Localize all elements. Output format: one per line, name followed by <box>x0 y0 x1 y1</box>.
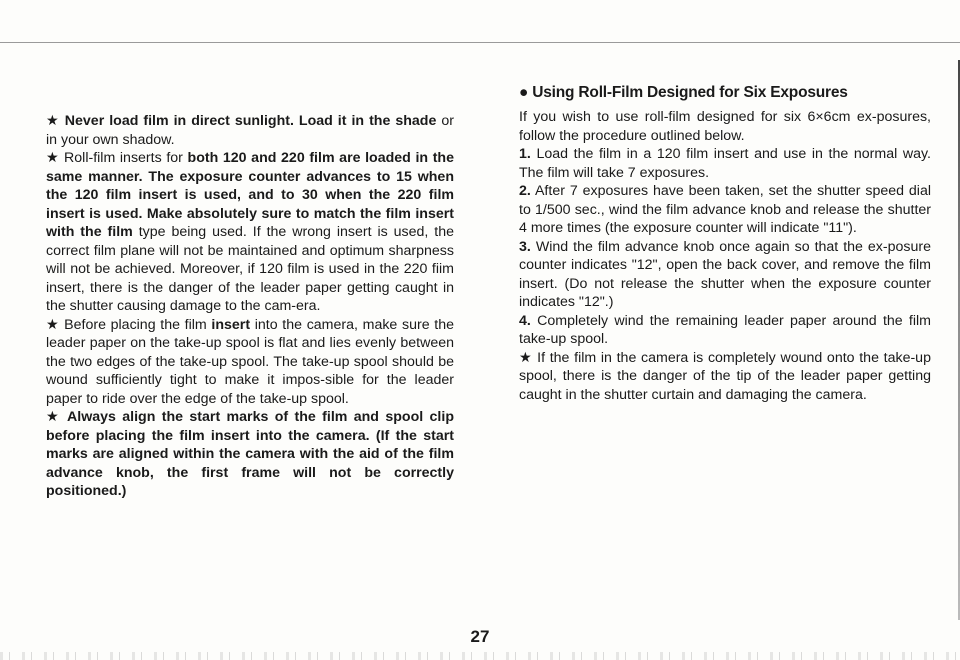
step-4: 4. Completely wind the remaining leader paper around the film take-up spool. <box>519 312 931 347</box>
scan-noise <box>0 652 960 660</box>
star-icon: ★ <box>46 113 60 129</box>
section-heading: ● Using Roll-Film Designed for Six Exposures <box>519 84 848 101</box>
star-icon: ★ <box>519 349 533 366</box>
caution-wound-film: ★ If the film in the camera is completely wound onto the take-up spool, there is the danger of the tip of the leader paper getting caught in the shutter curtain and damaging the camera. <box>519 349 931 403</box>
step-1: 1. Load the film in a 120 film insert and use in the normal way. The film will take 7 exposures. <box>519 146 931 181</box>
left-column <box>46 112 454 501</box>
star-icon: ★ <box>46 316 60 333</box>
page-number: 27 <box>470 627 490 646</box>
star-icon: ★ <box>46 150 60 166</box>
caution-start-marks: ★ Always align the start marks of the film and spool clip before placing the film insert into the camera. (If the start marks are aligned within the camera with the aid of the film advance knob, the first frame will not be correctly positioned.) <box>46 409 454 499</box>
intro-text: If you wish to use roll-film designed for six 6×6cm ex-posures, follow the procedure outlined below. <box>519 109 931 144</box>
caution-leader-paper: ★ Before placing the film insert into the camera, make sure the leader paper on the take-up spool is flat and lies evenly between the two edges of the take-up spool. The take-up spool should be wound sufficiently tight to make it impos-sible for the leader paper to ride over the edge of the take-up spool. <box>46 316 454 407</box>
caution-sunlight: ★ Never load film in direct sunlight. Load it in the shade or in your own shadow. <box>46 113 454 148</box>
top-rule <box>0 42 960 43</box>
star-icon: ★ <box>46 409 62 425</box>
step-2: 2. After 7 exposures have been taken, set the shutter speed dial to 1/500 sec., wind the film advance knob and release the shutter 4 more times (the exposure counter will indicate "11"). <box>519 183 931 236</box>
step-3: 3. Wind the film advance knob once again so that the ex-posure counter indicates "12", open the back cover, and remove the film insert. (Do not release the shutter when the exposure counter indicates "12".) <box>519 238 931 310</box>
caution-inserts: ★ Roll-film inserts for both 120 and 220 film are loaded in the same manner. The exposure counter advances to 15 when the 120 film insert is used, and to 30 when the 220 film insert is used. Make absolutely sure to match the film insert with the film type being used. If the wrong insert is used, the correct film plane will not be maintained and optimum sharpness will not be achieved. Moreover, if 120 film is used in the 220 fiim insert, there is the danger of the leader paper getting caught in the shutter causing damage to the cam-era. <box>46 150 454 314</box>
right-column <box>519 108 931 404</box>
